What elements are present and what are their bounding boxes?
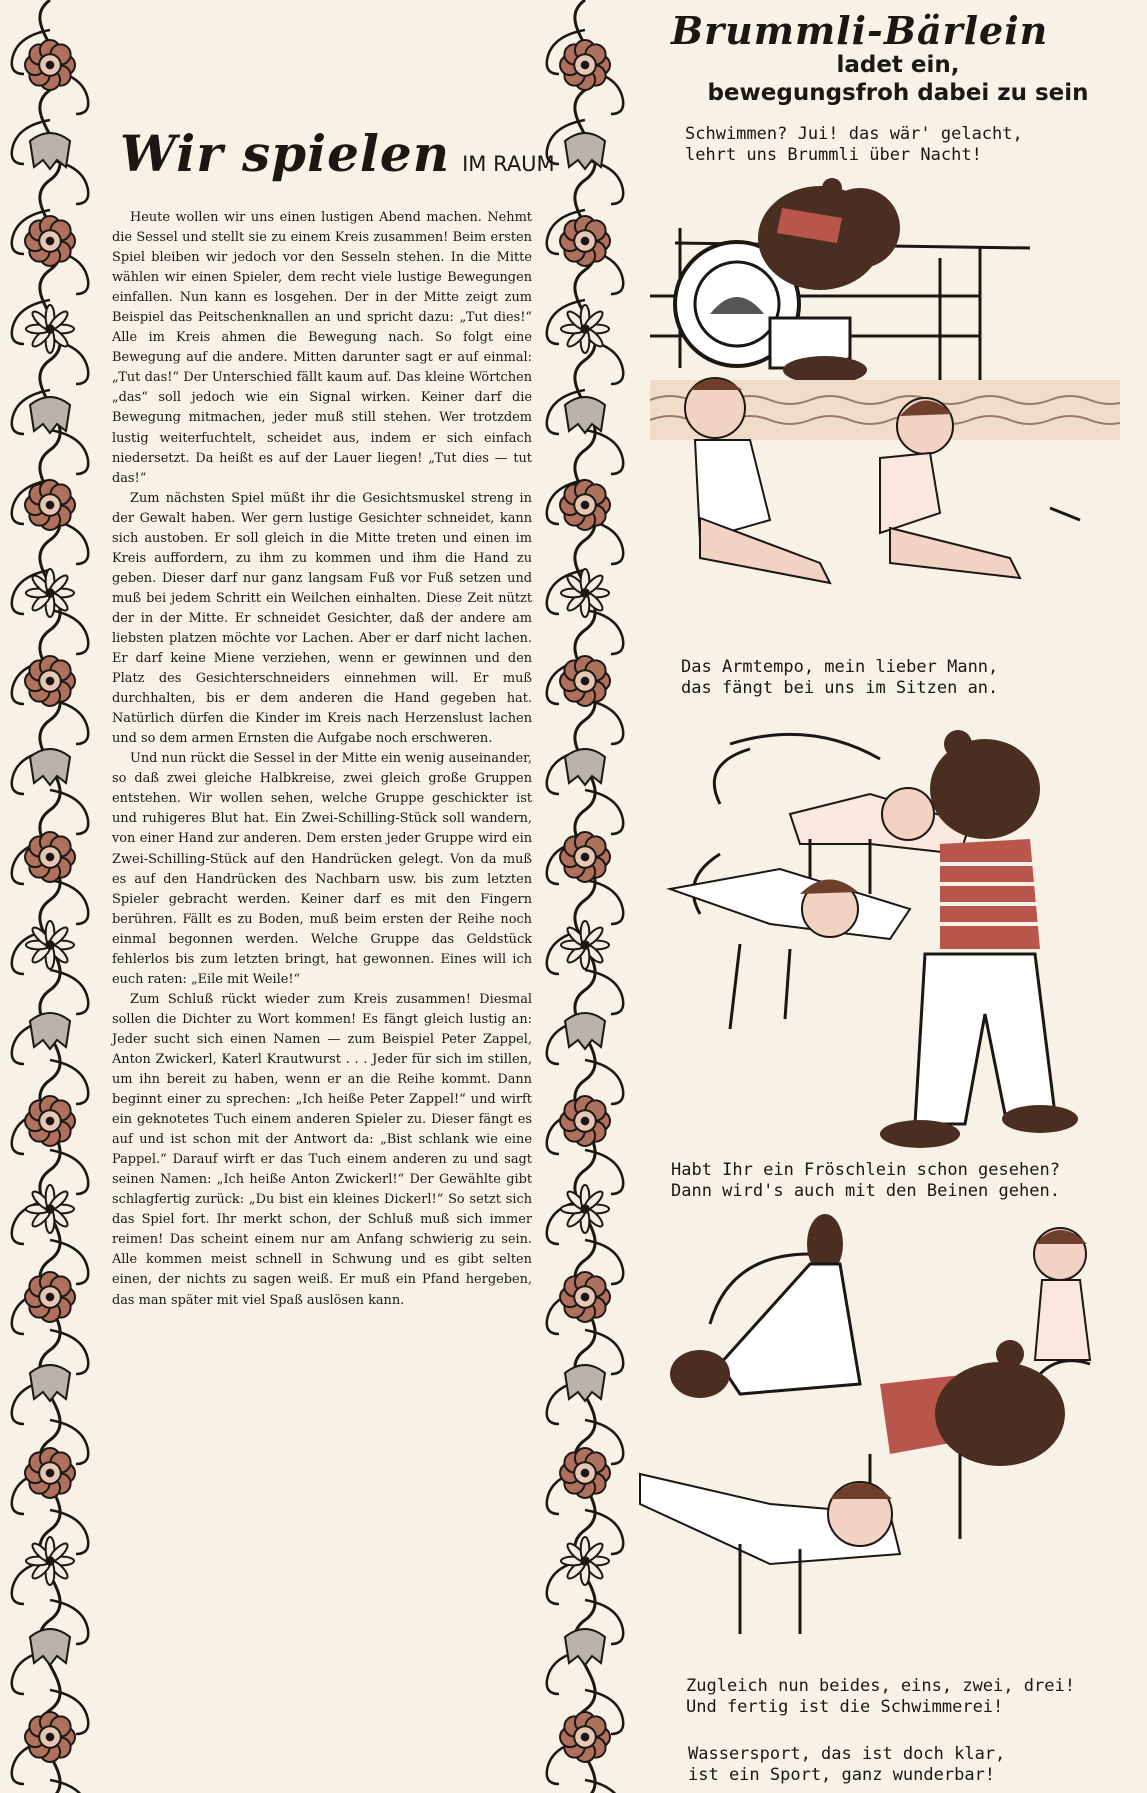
star-flower-ornament: [26, 921, 74, 969]
verse-4: Zugleich nun beides, eins, zwei, drei! Und fertig ist die Schwimmerei!: [686, 1676, 1075, 1717]
comic-title: Brummli-Bärlein: [671, 8, 1049, 53]
comic-subtitle-line-1: ladet ein,: [836, 52, 960, 78]
article-title-suffix: IM RAUM: [462, 152, 555, 176]
flower-ornament: [560, 832, 610, 882]
flower-ornament: [560, 216, 610, 266]
star-flower-ornament: [561, 1537, 609, 1585]
star-flower-ornament: [561, 1185, 609, 1233]
bell-flower-ornament: [565, 749, 605, 785]
flower-ornament: [25, 1448, 75, 1498]
flower-ornament: [25, 1096, 75, 1146]
star-flower-ornament: [561, 305, 609, 353]
star-flower-ornament: [26, 1185, 74, 1233]
flower-ornament: [25, 656, 75, 706]
star-flower-ornament: [561, 569, 609, 617]
verse-5: Wassersport, das ist doch klar, ist ein Sport, ganz wunderbar!: [688, 1744, 1006, 1785]
flower-ornament: [25, 1712, 75, 1762]
flower-ornament: [25, 216, 75, 266]
verse-2: Das Armtempo, mein lieber Mann, das fängt bei uns im Sitzen an.: [681, 657, 999, 698]
bell-flower-ornament: [565, 1629, 605, 1665]
illustration-stool-exercise: [640, 714, 1120, 1154]
flower-ornament: [560, 40, 610, 90]
bell-flower-ornament: [30, 397, 70, 433]
illustration-combined-stroke: [620, 1214, 1120, 1664]
article-title: Wir spielen: [120, 124, 451, 183]
flower-ornament: [25, 480, 75, 530]
flower-ornament: [560, 480, 610, 530]
flower-ornament: [560, 1448, 610, 1498]
bell-flower-ornament: [30, 133, 70, 169]
flower-ornament: [560, 1272, 610, 1322]
verse-1: Schwimmen? Jui! das wär' gelacht, lehrt uns Brummli über Nacht!: [685, 124, 1023, 165]
article-paragraph-4: Zum Schluß rückt wieder zum Kreis zusammen! Diesmal sollen die Dichter zu Wort kommen! Es fängt gleich lustig an: Jeder sucht sich einen Namen — zum Beispiel Peter Zappel, Anton Zwickerl, Katerl Krautwurst . . . Jeder für sich im stillen, um ihn bereit zu haben, wenn er an die Reihe kommt. Dann beginnt einer zu sprechen: „Ich heiße Peter Zappel!“ und wirft ein geknotetes Tuch einem anderen Spieler zu. Dieser fängt es auf und ist schon mit der Antwort da: „Bist schlank wie eine Pappel.“ Darauf wirft er das Tuch einem anderen zu und sagt seinen Namen: „Ich heiße Anton Zwickerl!“ Der Gewählte gibt schlagfertig zurück: „Du bist ein kleines Dickerl!“ So setzt sich das Spiel fort. Ihr merkt schon, der Schluß muß sich immer reimen! Das scheint einem nur am Anfang schwierig zu sein. Alle kommen meist schnell in Schwung und es gibt selten einen, der nichts zu sagen weiß. Er muß ein Pfand hergeben, das man später mit viel Spaß auslösen kann.: [112, 991, 532, 1308]
flower-ornament: [25, 40, 75, 90]
bell-flower-ornament: [565, 1013, 605, 1049]
flower-ornament: [560, 656, 610, 706]
star-flower-ornament: [561, 921, 609, 969]
illustration-pool-railing: [650, 168, 1120, 658]
article-body: [112, 208, 532, 1311]
flower-ornament: [560, 1096, 610, 1146]
bell-flower-ornament: [30, 1365, 70, 1401]
star-flower-ornament: [26, 1537, 74, 1585]
star-flower-ornament: [26, 569, 74, 617]
article-paragraph-3: Und nun rückt die Sessel in der Mitte ein wenig auseinander, so daß zwei gleiche Halbkreise, zwei gleich große Gruppen entstehen. Wir wollen sehen, welche Gruppe geschickter ist und ruhigeres Blut hat. Ein Zwei-Schilling-Stück soll wandern, von einer Hand zur anderen. Dem ersten jeder Gruppe wird ein Zwei-Schilling-Stück auf den Handrücken gelegt. Von da muß es auf den Handrücken des Nachbarn usw. bis zum letzten Spieler gebracht werden. Keiner darf es mit den Fingern berühren. Fällt es zu Boden, muß beim ersten der Reihe noch einmal begonnen werden. Welche Gruppe das Geldstück fehlerlos bis zum letzten bringt, hat gewonnen. Eines will ich euch raten: „Eile mit Weile!“: [112, 751, 532, 987]
flower-ornament: [560, 1712, 610, 1762]
floral-border-left: [0, 0, 100, 1793]
article-paragraph-2: Zum nächsten Spiel müßt ihr die Gesichtsmuskel streng in der Gewalt haben. Wer gern lustige Gesichter schneidet, kann sich austoben. Er soll gleich in die Mitte treten und einen im Kreis auffordern, zu ihm zu kommen und ihm die Hand zu geben. Dieser darf nur ganz langsam Fuß vor Fuß setzen und muß bei jedem Schritt ein Weilchen einhalten. Diese Zeit nützt der in der Mitte. Er schneidet Gesichter, daß der andere am liebsten platzen möchte vor Lachen. Aber er darf nicht lachen. Er darf keine Miene verziehen, wenn er gewinnen und den Platz des Gesichterschneiders einnehmen will. Er muß durchhalten, bis er dem anderen die Hand gegeben hat. Natürlich dürfen die Kinder im Kreis nach Herzenslust lachen und so dem armen Ernsten die Aufgabe noch erschweren.: [112, 490, 532, 747]
article-heading: [120, 124, 555, 183]
comic-subtitle-line-2: bewegungsfroh dabei zu sein: [707, 80, 1089, 106]
article-paragraph-1: Heute wollen wir uns einen lustigen Abend machen. Nehmt die Sessel und stellt sie zu einem Kreis zusammen! Beim ersten Spiel bleiben wir jedoch vor den Sesseln stehen. In die Mitte wählen wir einen Spieler, dem recht viele lustige Bewegungen einfallen. Nun kann es losgehen. Der in der Mitte zeigt zum Beispiel das Peitschenknallen an und spricht dazu: „Tut dies!“ Alle im Kreis ahmen die Bewegung nach. So folgt eine Bewegung auf die andere. Mitten darunter sagt er auf einmal: „Tut das!“ Der Unterschied fällt kaum auf. Das kleine Wörtchen „das“ soll jedoch wie ein Signal wirken. Keiner darf die Bewegung mitmachen, jeder muß still stehen. Wer trotzdem lustig weiterfuchtelt, scheidet aus, indem er sich einfach niedersetzt. Da heißt es auf der Lauer liegen! „Tut dies — tut das!“: [112, 210, 532, 486]
star-flower-ornament: [26, 305, 74, 353]
bell-flower-ornament: [565, 1365, 605, 1401]
bell-flower-ornament: [30, 1013, 70, 1049]
bell-flower-ornament: [565, 397, 605, 433]
flower-ornament: [25, 1272, 75, 1322]
flower-ornament: [25, 832, 75, 882]
bell-flower-ornament: [30, 1629, 70, 1665]
verse-3: Habt Ihr ein Fröschlein schon gesehen? Dann wird's auch mit den Beinen gehen.: [671, 1160, 1060, 1201]
bell-flower-ornament: [30, 749, 70, 785]
bell-flower-ornament: [565, 133, 605, 169]
